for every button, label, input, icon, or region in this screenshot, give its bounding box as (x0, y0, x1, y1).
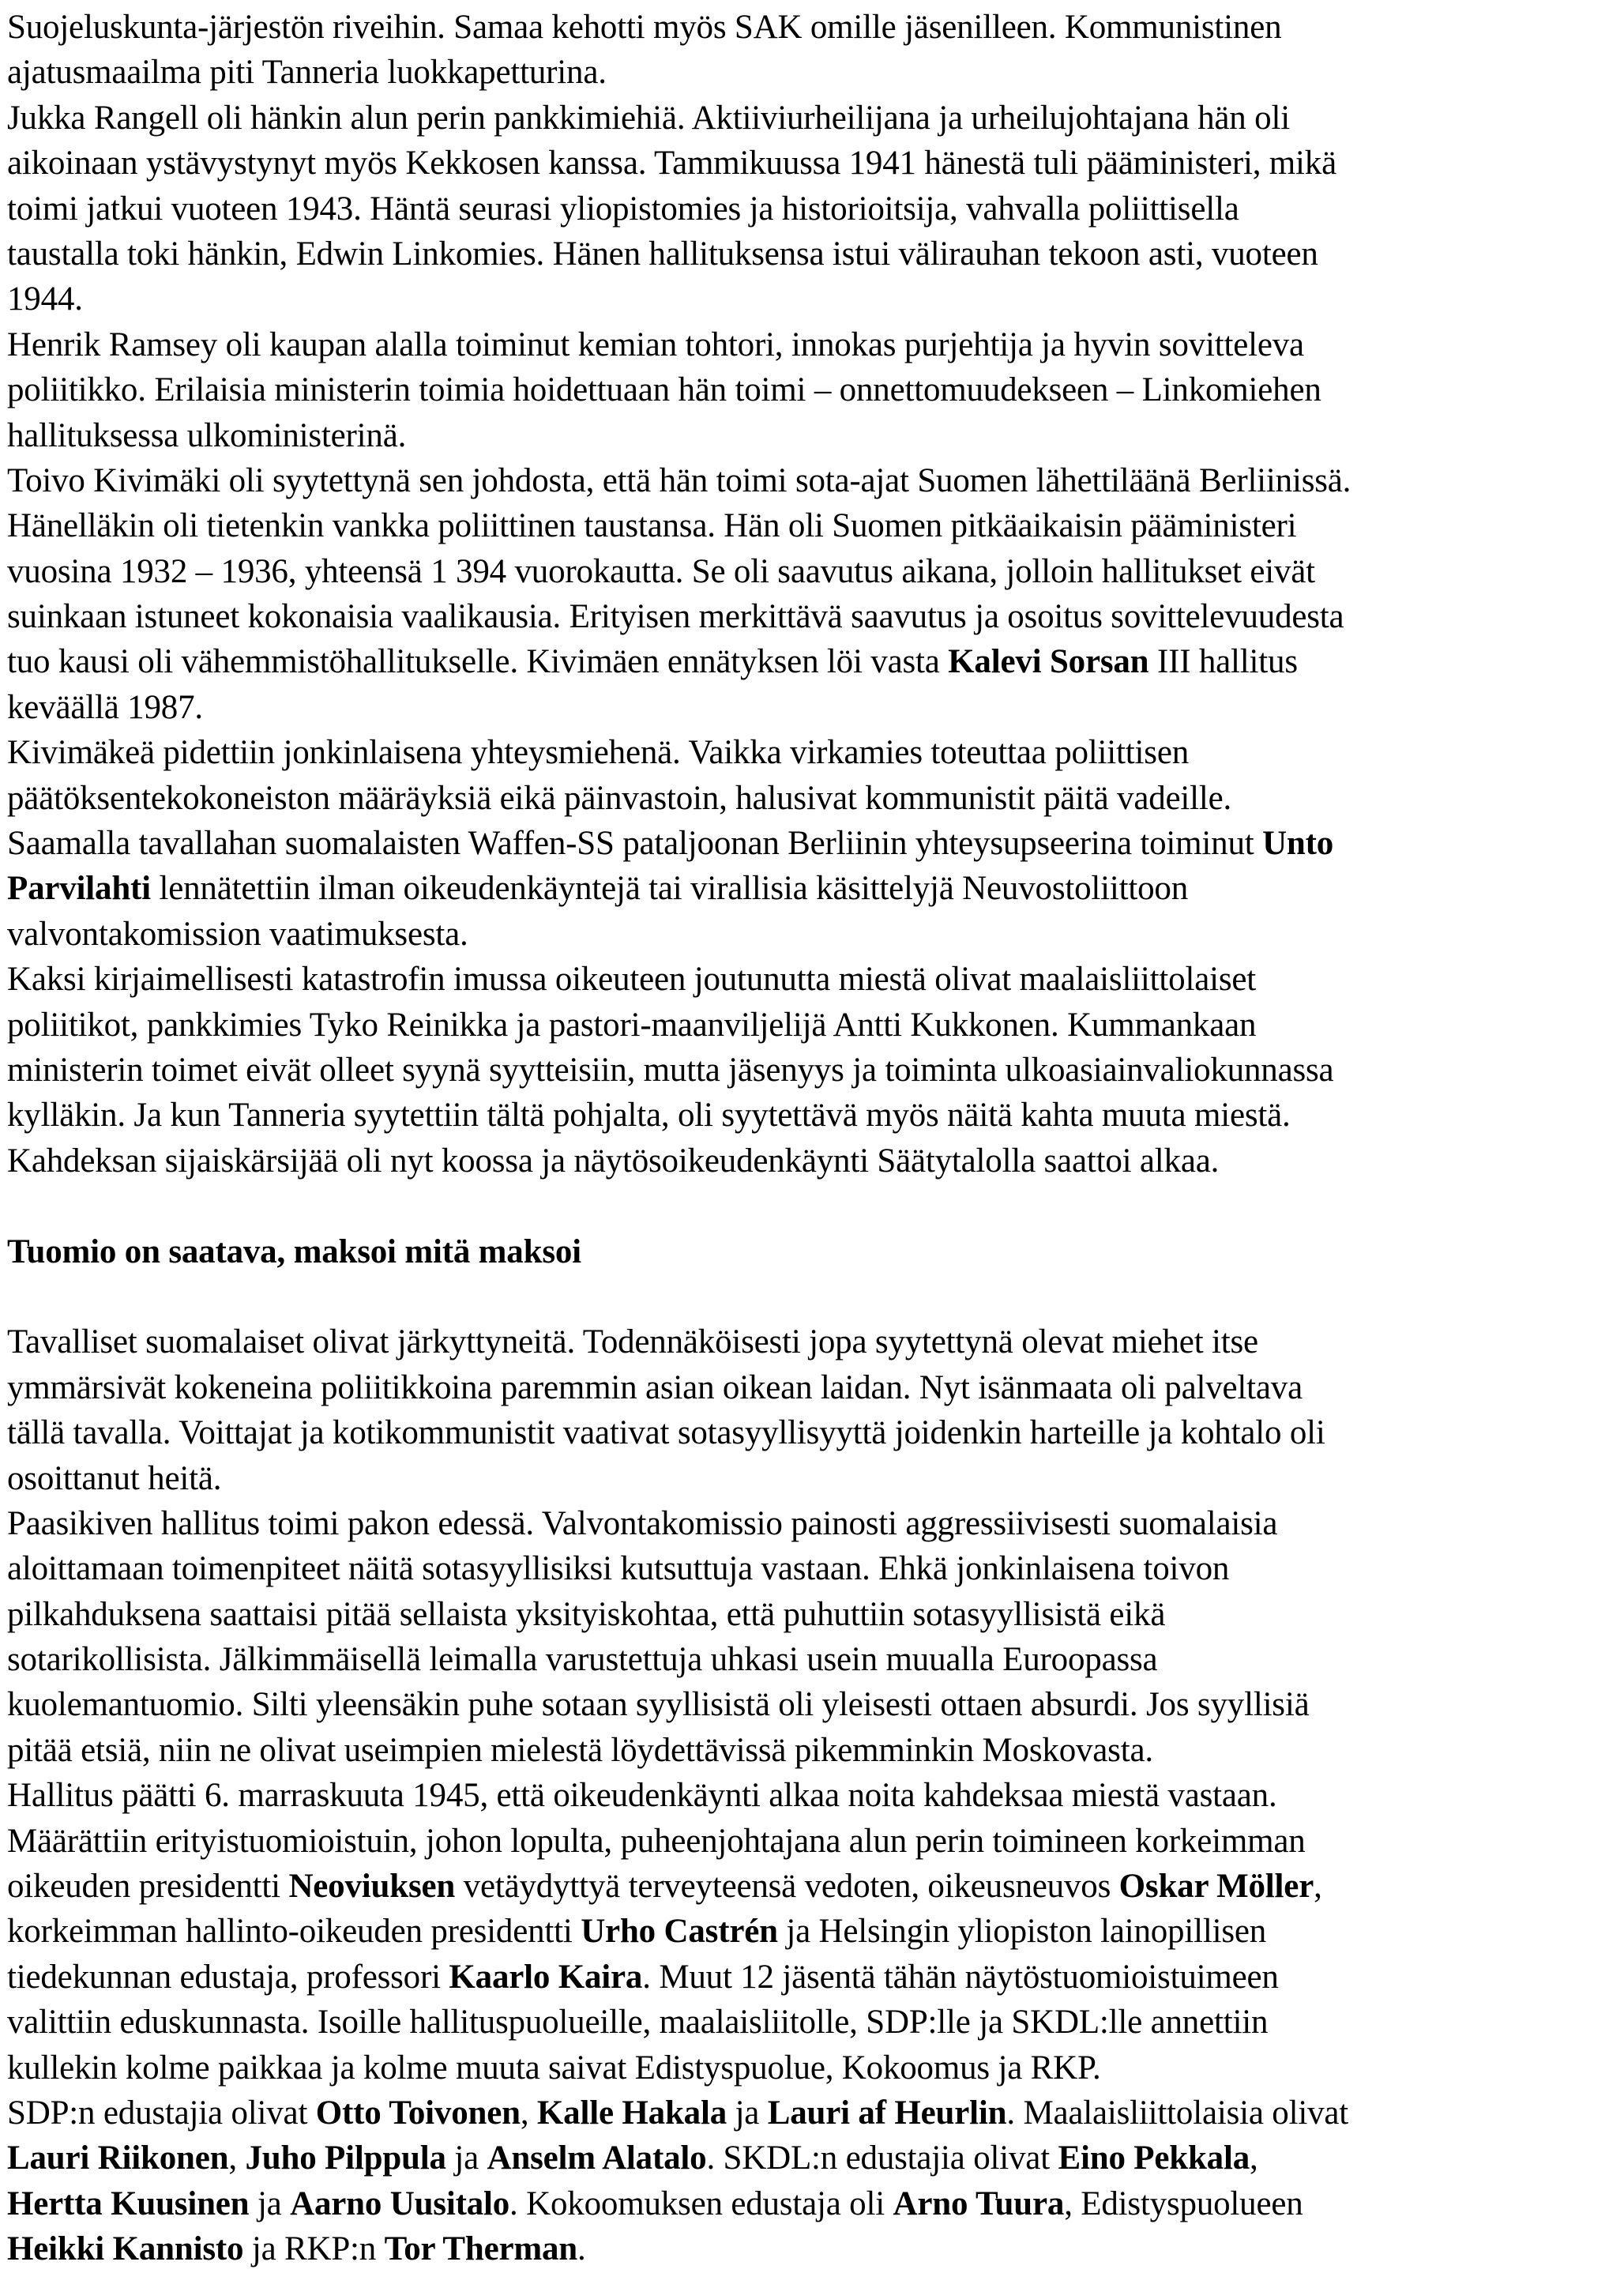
text-run: Kahdeksan sijaiskärsijää oli nyt koossa ja näytösoikeudenkäynti Säätytalolla saattoi alkaa. (7, 1142, 1220, 1180)
text-run: aikoinaan ystävystynyt myös Kekkosen kanssa. Tammikuussa 1941 hänestä tuli pääministeri, mikä (7, 145, 1336, 183)
text-line (7, 1365, 1620, 1410)
text-run: kullekin kolme paikkaa ja kolme muuta saivat Edistyspuolue, Kokoomus ja RKP. (7, 2049, 1101, 2087)
text-run: kylläkin. Ja kun Tanneria syytettiin tältä pohjalta, oli syytettävä myös näitä kahta muuta miestä. (7, 1097, 1291, 1135)
text-line (7, 1773, 1620, 1818)
text-line (7, 1592, 1620, 1637)
blank-line (7, 1274, 1620, 1319)
bold-text-run: Kalevi Sorsan (948, 643, 1149, 681)
bold-text-run: Kalle Hakala (536, 2094, 727, 2132)
text-line (7, 730, 1620, 775)
text-line (7, 639, 1620, 684)
text-run: oikeuden presidentti (7, 1868, 289, 1906)
bold-text-run: Tuomio on saatava, maksoi mitä maksoi (7, 1232, 581, 1270)
text-run: ymmärsivät kokeneina poliitikkoina paremmin asian oikean laidan. Nyt isänmaata oli palveltava (7, 1368, 1303, 1406)
text-line (7, 1048, 1620, 1093)
text-line (7, 96, 1620, 141)
text-line (7, 2136, 1620, 2181)
text-run: ja (445, 2139, 487, 2177)
bold-text-run: Eino Pekkala (1058, 2139, 1250, 2177)
text-run: , Edistyspuolueen (1064, 2185, 1303, 2222)
text-run: Paasikiven hallitus toimi pakon edessä. Valvontakomissio painosti aggressiivisesti suomalaisia (7, 1504, 1278, 1542)
bold-text-run: Heikki Kannisto (7, 2230, 244, 2268)
text-run: III hallitus (1148, 643, 1298, 681)
text-run: Kivimäkeä pidettiin jonkinlaisena yhteysmiehenä. Vaikka virkamies toteuttaa poliittisen (7, 734, 1189, 772)
text-line (7, 231, 1620, 277)
text-run: taustalla toki hänkin, Edwin Linkomies. Hänen hallituksensa istui välirauhan tekoon asti, vuoteen (7, 235, 1318, 273)
text-run: pilkahduksena saattaisi pitää sellaista yksityiskohtaa, että puhuttiin sotasyyllisistä eikä (7, 1595, 1166, 1633)
text-line (7, 458, 1620, 503)
text-line (7, 1093, 1620, 1138)
text-run: Saamalla tavallahan suomalaisten Waffen-SS pataljoonan Berliinin yhteysupseerina toiminut (7, 825, 1263, 863)
section-heading (7, 1229, 1620, 1274)
text-run: Toivo Kivimäki oli syytettynä sen johdosta, että hän toimi sota-ajat Suomen lähettiläänä Berliinissä. (7, 461, 1351, 499)
text-run: ja Helsingin yliopiston lainopillisen (777, 1913, 1267, 1951)
bold-text-run: Aarno Uusitalo (290, 2185, 510, 2222)
text-line (7, 1501, 1620, 1546)
text-run: ajatusmaailma piti Tanneria luokkapetturina. (7, 54, 607, 92)
bold-text-run: Arno Tuura (893, 2185, 1065, 2222)
text-run: . (577, 2230, 586, 2268)
text-line (7, 1819, 1620, 1864)
text-run: poliitikot, pankkimies Tyko Reinikka ja pastori-maanviljelijä Antti Kukkonen. Kummankaan (7, 1006, 1257, 1044)
text-line (7, 1456, 1620, 1501)
bold-text-run: Urho Castrén (581, 1913, 778, 1951)
text-line (7, 866, 1620, 911)
text-line (7, 413, 1620, 458)
text-line (7, 2226, 1620, 2271)
text-line (7, 594, 1620, 639)
text-run: Kaksi kirjaimellisesti katastrofin imussa oikeuteen joutunutta miestä olivat maalaisliittolaiset (7, 961, 1257, 999)
text-run: , (1314, 1868, 1322, 1906)
document-text (7, 5, 1620, 2272)
text-line (7, 821, 1620, 866)
text-line (7, 2045, 1620, 2090)
text-run: aloittamaan toimenpiteet näitä sotasyyllisiksi kutsuttuja vastaan. Ehkä jonkinlaisena toivon (7, 1550, 1230, 1588)
text-line (7, 549, 1620, 594)
text-run: Jukka Rangell oli hänkin alun perin pankkimiehiä. Aktiiviurheilijana ja urheilujohtajana hän oli (7, 99, 1290, 137)
text-run: toimi jatkui vuoteen 1943. Häntä seurasi yliopistomies ja historioitsija, vahvalla poliittisella (7, 190, 1239, 228)
text-run: vetäydyttyä terveyteensä vedoten, oikeusneuvos (455, 1868, 1119, 1906)
text-run: Tavalliset suomalaiset olivat järkyttyneitä. Todennäköisesti jopa syytettynä olevat miehet itse (7, 1323, 1258, 1361)
bold-text-run: Lauri af Heurlin (767, 2094, 1007, 2132)
text-run: ja (727, 2094, 768, 2132)
bold-text-run: Neoviuksen (288, 1868, 456, 1906)
bold-text-run: Unto (1262, 825, 1334, 863)
text-run: . SKDL:n edustajia olivat (706, 2139, 1058, 2177)
text-line (7, 1546, 1620, 1591)
text-line (7, 1637, 1620, 1682)
text-line (7, 322, 1620, 367)
text-run: tiedekunnan edustaja, professori (7, 1958, 449, 1996)
bold-text-run: Juho Pilppula (245, 2139, 446, 2177)
text-line (7, 776, 1620, 821)
text-line (7, 2000, 1620, 2045)
bold-text-run: Tor Therman (384, 2230, 577, 2268)
text-line (7, 367, 1620, 412)
text-run: Henrik Ramsey oli kaupan alalla toiminut kemian tohtori, innokas purjehtija ja hyvin sovitteleva (7, 326, 1304, 363)
text-run: vuosina 1932 – 1936, yhteensä 1 394 vuorokautta. Se oli saavutus aikana, jolloin hallitukset eivät (7, 552, 1315, 590)
blank-line (7, 1184, 1620, 1229)
text-line (7, 141, 1620, 186)
text-run: kuolemantuomio. Silti yleensäkin puhe sotaan syyllisistä oli yleisesti ottaen absurdi. Jos syyllisiä (7, 1686, 1310, 1724)
text-run: ja (249, 2185, 291, 2222)
text-run: ministerin toimet eivät olleet syynä syytteisiin, mutta jäsenyys ja toiminta ulkoasiainvaliokunnassa (7, 1051, 1334, 1089)
text-run: . Muut 12 jäsentä tähän näytöstuomioistuimeen (642, 1958, 1279, 1996)
text-line (7, 277, 1620, 322)
text-line (7, 957, 1620, 1002)
text-run: Hallitus päätti 6. marraskuuta 1945, että oikeudenkäynti alkaa noita kahdeksaa miestä vastaan. (7, 1777, 1277, 1815)
text-run: ja RKP:n (243, 2230, 385, 2268)
text-line (7, 1864, 1620, 1909)
text-run: keväällä 1987. (7, 688, 203, 726)
text-run: Määrättiin erityistuomioistuin, johon lopulta, puheenjohtajana alun perin toimineen korkeimman (7, 1822, 1306, 1860)
bold-text-run: Oskar Möller (1118, 1868, 1314, 1906)
text-line (7, 50, 1620, 95)
bold-text-run: Hertta Kuusinen (7, 2185, 250, 2222)
text-run: sotarikollisista. Jälkimmäisellä leimalla varustettuja uhkasi usein muualla Euroopassa (7, 1641, 1158, 1679)
text-run: Hänelläkin oli tietenkin vankka poliittinen taustansa. Hän oli Suomen pitkäaikaisin pääministeri (7, 507, 1297, 545)
text-run: päätöksentekokoneiston määräyksiä eikä päinvastoin, halusivat kommunistit päitä vadeille. (7, 779, 1232, 817)
text-line (7, 1728, 1620, 1773)
text-run: . Kokoomuksen edustaja oli (509, 2185, 893, 2222)
bold-text-run: Lauri Riikonen (7, 2139, 229, 2177)
text-run: , (1250, 2139, 1258, 2177)
text-run: SDP:n edustajia olivat (7, 2094, 316, 2132)
text-run: hallituksessa ulkoministerinä. (7, 416, 407, 454)
text-run: , (520, 2094, 537, 2132)
text-line (7, 186, 1620, 231)
text-run: suinkaan istuneet kokonaisia vaalikausia. Erityisen merkittävä saavutus ja osoitus sovittelevuudesta (7, 598, 1344, 636)
text-run: lennätettiin ilman oikeudenkäyntejä tai virallisia käsittelyjä Neuvostoliittoon (150, 870, 1189, 908)
text-line (7, 1909, 1620, 1954)
text-line (7, 1682, 1620, 1727)
bold-text-run: Otto Toivonen (315, 2094, 521, 2132)
text-line (7, 5, 1620, 50)
text-line (7, 685, 1620, 730)
text-run: korkeimman hallinto-oikeuden presidentti (7, 1913, 581, 1951)
text-run: valittiin eduskunnasta. Isoille hallituspuolueille, maalaisliitolle, SDP:lle ja SKDL:lle annettiin (7, 2004, 1269, 2042)
text-run: valvontakomission vaatimuksesta. (7, 915, 468, 953)
text-run: tuo kausi oli vähemmistöhallitukselle. Kivimäen ennätyksen löi vasta (7, 643, 949, 681)
text-line (7, 1410, 1620, 1455)
text-line (7, 1319, 1620, 1364)
text-line (7, 1955, 1620, 2000)
text-line (7, 2090, 1620, 2136)
text-run: Suojeluskunta-järjestön riveihin. Samaa kehotti myös SAK omille jäsenilleen. Kommunistinen (7, 9, 1282, 46)
bold-text-run: Parvilahti (7, 870, 151, 908)
text-line (7, 503, 1620, 548)
text-run: osoittanut heitä. (7, 1459, 222, 1497)
text-line (7, 912, 1620, 957)
text-line (7, 1003, 1620, 1048)
text-run: , (228, 2139, 246, 2177)
text-run: tällä tavalla. Voittajat ja kotikommunistit vaativat sotasyyllisyyttä joidenkin harteille ja kohtalo oli (7, 1414, 1325, 1452)
text-line (7, 2181, 1620, 2226)
bold-text-run: Kaarlo Kaira (449, 1958, 643, 1996)
bold-text-run: Anselm Alatalo (487, 2139, 707, 2177)
text-run: . Maalaisliittolaisia olivat (1006, 2094, 1349, 2132)
text-run: poliitikko. Erilaisia ministerin toimia hoidettuaan hän toimi – onnettomuudekseen – Linkomiehen (7, 371, 1321, 409)
text-run: 1944. (7, 280, 83, 318)
text-line (7, 1138, 1620, 1184)
text-run: pitää etsiä, niin ne olivat useimpien mielestä löydettävissä pikemminkin Moskovasta. (7, 1731, 1153, 1769)
